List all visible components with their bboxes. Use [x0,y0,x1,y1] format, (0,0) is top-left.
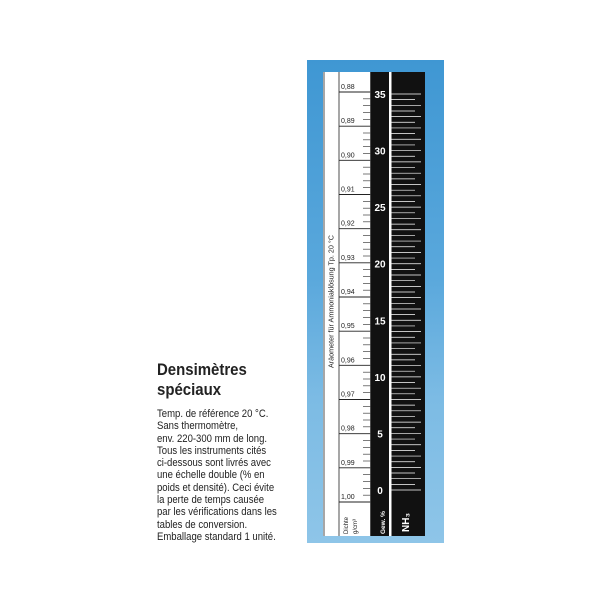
description-line: Tous les instruments cités [157,444,267,457]
description-line: Temp. de référence 20 °C. [157,408,269,420]
description-line: tables de conversion. [157,518,248,531]
percent-strip [371,72,425,536]
percent-label: 35 [374,90,386,101]
percent-label: 30 [374,146,386,158]
description-line: poids et densité). Ceci évite [157,481,275,494]
density-label: 0,91 [341,186,355,194]
description-text [157,408,292,543]
percent-label: 25 [374,203,386,215]
heading-line-2: spéciaux [157,380,222,399]
percent-unit: Gew. % [380,511,387,534]
description-line: par les vérifications dans les [157,506,277,519]
density-label: 0,90 [341,152,355,160]
percent-label: 0 [377,486,383,497]
percent-label: 20 [374,259,386,271]
density-unit-line-1: Dichte [344,516,350,534]
description-line: une échelle double (% en [157,469,265,482]
density-label: 0,98 [341,425,355,433]
description-line: Emballage standard 1 unité. [157,530,276,543]
density-label: 0,88 [341,84,355,91]
percent-label: 15 [374,316,386,328]
substance-label: NH₃ [401,512,412,532]
percent-label: 5 [377,429,383,441]
description-line: la perte de temps causée [157,494,265,507]
density-unit-line-2: g/cm³ [353,519,359,534]
density-label: 0,89 [341,118,355,126]
density-label: 0,97 [341,391,355,399]
scale-separator [389,72,392,536]
density-label: 0,93 [341,254,355,262]
density-label: 0,92 [341,220,355,228]
scale-caption: Aräometer für Ammoniaklösung Tp. 20 °C [326,235,336,368]
hydrometer-scale [323,72,425,536]
percent-label: 10 [374,372,386,384]
density-label: 0,96 [341,357,355,365]
density-label: 1,00 [341,494,355,501]
description-line: ci-dessous sont livrés avec [157,457,271,470]
description-line: Sans thermomètre, [157,420,239,433]
heading-line-1: Densimètres [157,360,247,379]
section-heading [157,360,247,400]
density-label: 0,94 [341,289,355,296]
description-line: env. 220-300 mm de long. [157,432,268,445]
density-label: 0,99 [341,459,355,467]
density-label: 0,95 [341,323,355,331]
